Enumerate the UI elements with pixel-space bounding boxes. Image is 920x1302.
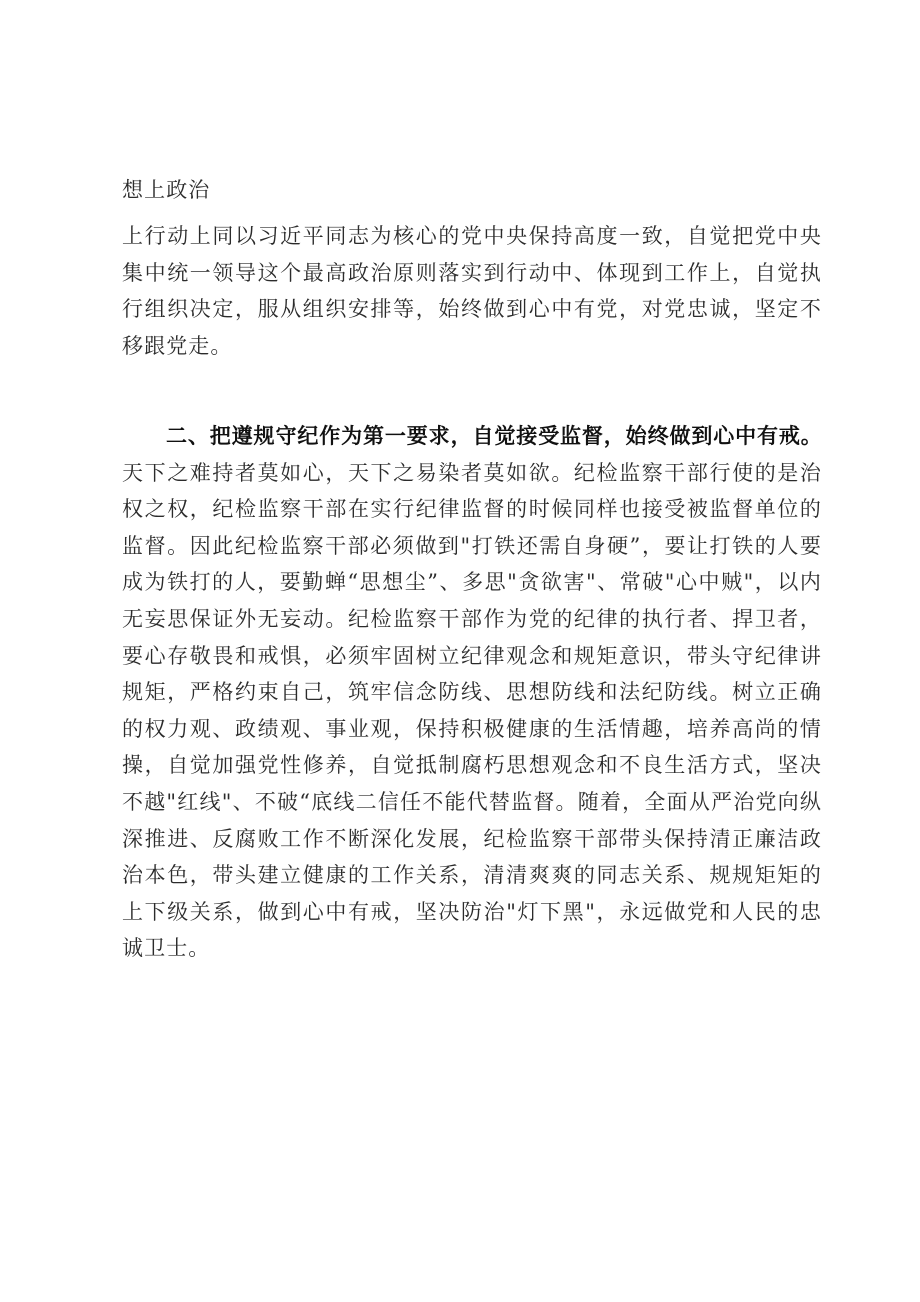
paragraph-2-body: 天下之难持者莫如心，天下之易染者莫如欲。纪检监察干部行使的是治权之权，纪检监察干部在实行纪律监督的时候同样也接受被监督单位的监督。因此纪检监察干部必须做到"打铁还需自身硬”，要让打铁的人要成为铁打的人，要勤蝉“思想尘”、多思"贪欲害"、常破"心中贼"，以内无妄思保证外无妄动。纪检监察干部作为党的纪律的执行者、捍卫者，要心存敬畏和戒惧，必须牢固树立纪律观念和规矩意识，带头守纪律讲规矩，严格约束自己，筑牢信念防线、思想防线和法纪防线。树立正确的权力观、政绩观、事业观，保持积极健康的生活情趣，培养高尚的情操，自觉加强党性修养，自觉抵制腐朽思想观念和不良生活方式，坚决不越"红线"、不破“底线二信任不能代替监督。随着，全面从严治党向纵深推进、反腐败工作不断深化发展，纪检监察干部带头保持清正廉洁政治本色，带头建立健康的工作关系，清清爽爽的同志关系、规规矩矩的上下级关系，做到心中有戒，坚决防治"灯下黑"，永远做党和人民的忠诚卫士。 [122, 460, 822, 961]
paragraph-1-body: 上行动上同以习近平同志为核心的党中央保持高度一致，自觉把党中央集中统一领导这个最高政治原则落实到行动中、体现到工作上，自觉执行组织决定，服从组织安排等，始终做到心中有党，对党忠诚，坚定不移跟党走。 [122, 224, 822, 358]
paragraph-2 [122, 418, 822, 967]
section-heading: 二、把遵规守纪作为第一要求，自觉接受监督，始终做到心中有戒。 [166, 424, 822, 448]
paragraph-1-lead: 想上政治 [122, 178, 211, 202]
